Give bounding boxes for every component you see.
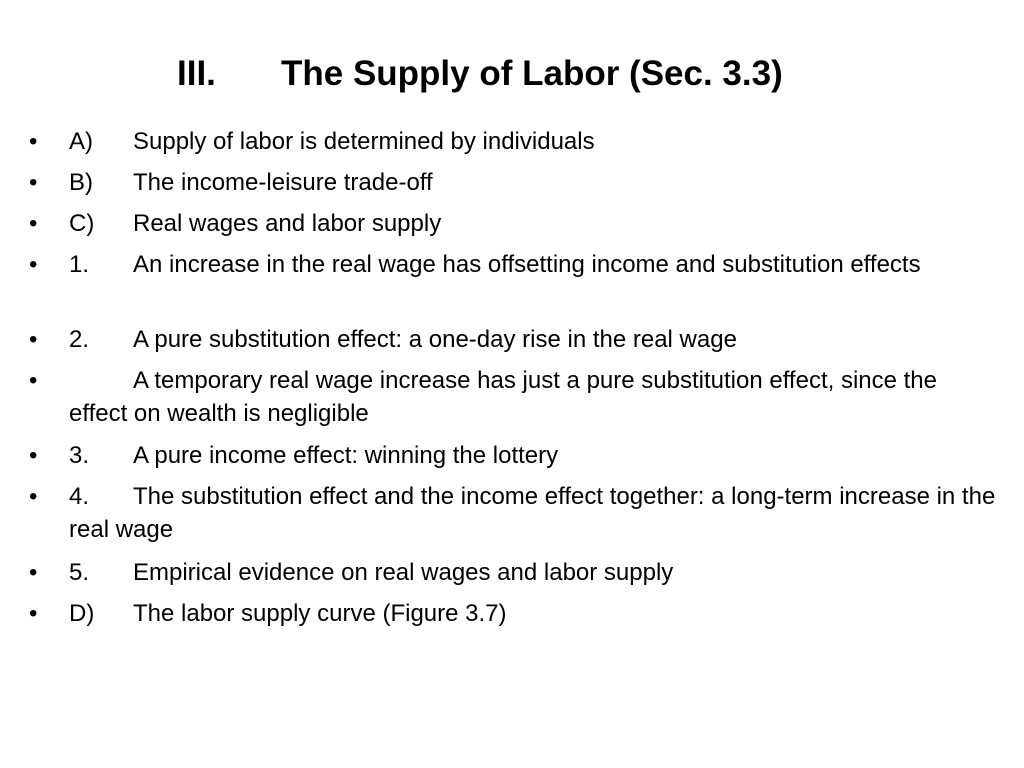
list-item-marker: D) xyxy=(69,600,95,627)
list-item-body xyxy=(69,480,1000,546)
list-item-marker: C) xyxy=(69,210,95,237)
list-item-body xyxy=(69,125,1000,158)
bullet-icon: • xyxy=(29,367,38,394)
list-item-text: A pure income effect: winning the lottery xyxy=(133,442,559,469)
bullet-icon: • xyxy=(29,210,38,237)
list-item xyxy=(0,125,1000,158)
list-item-marker: 5. xyxy=(69,559,90,586)
list-item-body xyxy=(69,323,1000,356)
list-item-text: Empirical evidence on real wages and labor supply xyxy=(133,559,674,586)
list-item-text: A temporary real wage increase has just a pure substitution effect, since the effect on wealth is negligible xyxy=(69,367,937,427)
list-item-marker: 1. xyxy=(69,251,90,278)
list-item xyxy=(0,323,1000,356)
bullet-icon: • xyxy=(29,128,38,155)
list-item-body xyxy=(69,364,1000,430)
bullet-icon: • xyxy=(29,600,38,627)
list-item-body xyxy=(69,166,1000,199)
list-item-text: The income-leisure trade-off xyxy=(133,169,433,196)
list-item xyxy=(0,556,1000,589)
list-item xyxy=(0,248,1000,281)
bullet-icon: • xyxy=(29,559,38,586)
list-item-marker: 2. xyxy=(69,326,90,353)
list-item xyxy=(0,207,1000,240)
bullet-icon: • xyxy=(29,483,38,510)
bullet-icon: • xyxy=(29,326,38,353)
list-item-body xyxy=(69,556,1000,589)
list-item xyxy=(0,364,1000,430)
bullet-icon: • xyxy=(29,169,38,196)
list-item-body xyxy=(69,439,1000,472)
list-item xyxy=(0,597,1000,630)
list-item xyxy=(0,439,1000,472)
slide-title-text: The Supply of Labor (Sec. 3.3) xyxy=(281,54,783,93)
list-item-marker: B) xyxy=(69,169,93,196)
list-item-text: Supply of labor is determined by individuals xyxy=(133,128,595,155)
list-item-body xyxy=(69,248,1000,281)
list-item-text: The substitution effect and the income effect together: a long-term increase in the real wage xyxy=(69,483,996,543)
list-item-body xyxy=(69,207,1000,240)
list-item-text: Real wages and labor supply xyxy=(133,210,442,237)
bullet-icon: • xyxy=(29,442,38,469)
list-item xyxy=(0,166,1000,199)
list-item-marker: 3. xyxy=(69,442,90,469)
list-item-text: The labor supply curve (Figure 3.7) xyxy=(133,600,507,627)
slide-title-number: III. xyxy=(177,54,216,93)
bullet-icon: • xyxy=(29,251,38,278)
list-item-text: A pure substitution effect: a one-day rise in the real wage xyxy=(133,326,737,353)
list-item-marker: A) xyxy=(69,128,93,155)
list-item-body xyxy=(69,597,1000,630)
list-item-marker: 4. xyxy=(69,483,90,510)
list-item-text: An increase in the real wage has offsetting income and substitution effects xyxy=(133,251,921,278)
list-item xyxy=(0,480,1000,546)
